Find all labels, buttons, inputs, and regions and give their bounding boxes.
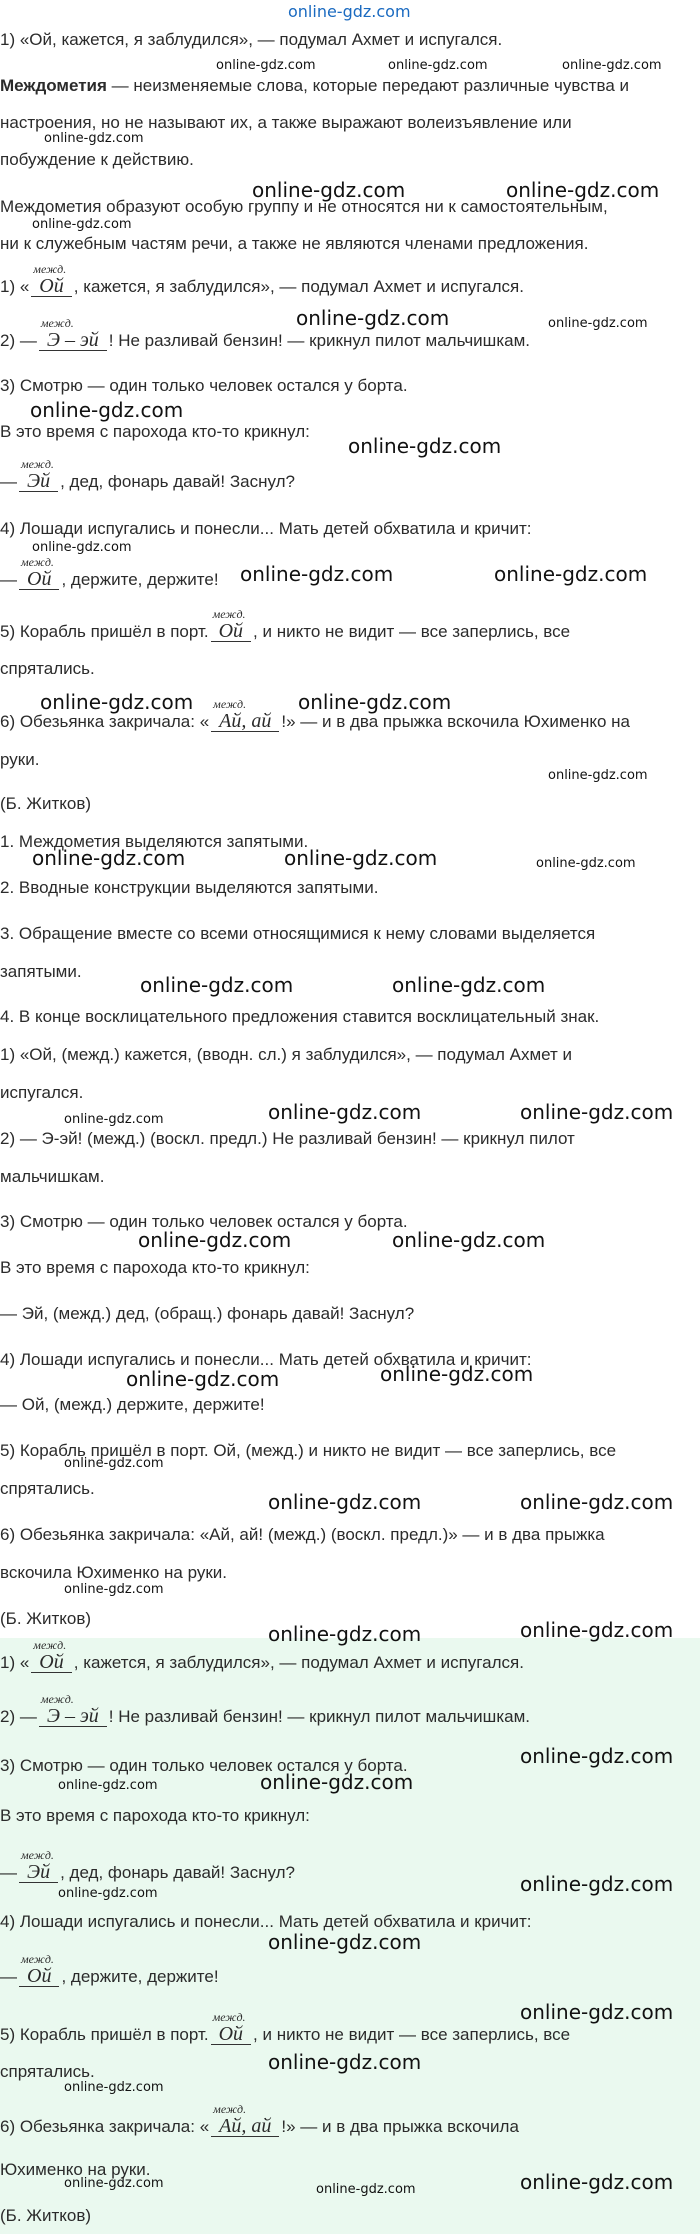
mezhd-label: межд. <box>21 555 54 569</box>
sentence-fragment: , дед, фонарь давай! Заснул? <box>60 1863 295 1882</box>
analysis-line: 6) Обезьянка закричала: «Ай, ай! (межд.) (воскл. предл.)» — и в два прыжка <box>0 1525 605 1544</box>
interjection-mark <box>211 697 279 732</box>
watermark: online-gdz.com <box>58 1886 158 1901</box>
watermark: online-gdz.com <box>520 1872 674 1896</box>
definition-line: настроения, но не называют их, а также выражают волеизъявление или <box>0 113 572 132</box>
sentence-fragment: !» — и в два прыжка вскочила Юхименко на <box>281 712 630 731</box>
green-sentence-3b: В это время с парохода кто-то крикнул: <box>0 1806 310 1825</box>
analysis-line: В это время с парохода кто-то крикнул: <box>0 1258 310 1277</box>
watermark: online-gdz.com <box>392 1228 546 1252</box>
rule-4: 4. В конце восклицательного предложения ставится восклицательный знак. <box>0 1007 600 1026</box>
interjection-mark <box>31 262 71 297</box>
watermark: online-gdz.com <box>380 1362 534 1386</box>
sentence-fragment: 1) « <box>0 277 30 296</box>
watermark: online-gdz.com <box>268 1100 422 1124</box>
analysis-line: 3) Смотрю — один только человек остался у борта. <box>0 1212 408 1231</box>
green-sentence-1 <box>0 1638 524 1673</box>
watermark: online-gdz.com <box>30 398 184 422</box>
watermark: online-gdz.com <box>348 434 502 458</box>
analysis-author: (Б. Житков) <box>0 1609 92 1628</box>
watermark: online-gdz.com <box>64 1582 164 1597</box>
watermark: online-gdz.com <box>548 768 648 783</box>
analysis-line: — Эй, (межд.) дед, (обращ.) фонарь давай! Заснул? <box>0 1304 415 1323</box>
sentence-fragment: , и никто не видит — все заперлись, все <box>253 2025 571 2044</box>
sentence-fragment: ! Не разливай бензин! — крикнул пилот мальчишкам. <box>108 331 530 350</box>
sentence-fragment: — <box>0 1967 17 1986</box>
watermark: online-gdz.com <box>548 316 648 331</box>
interjection-word: Эй <box>27 1861 51 1883</box>
watermark: online-gdz.com <box>506 178 660 202</box>
watermark: online-gdz.com <box>388 58 488 73</box>
sentence-fragment: , кажется, я заблудился», — подумал Ахмет и испугался. <box>73 277 524 296</box>
rule-3-cont: запятыми. <box>0 962 82 981</box>
sentence-fragment: 5) Корабль пришёл в порт. <box>0 622 209 641</box>
interjection-mark <box>19 1952 59 1987</box>
sentence-fragment: 6) Обезьянка закричала: « <box>0 2117 210 2136</box>
watermark: online-gdz.com <box>260 1770 414 1794</box>
watermark: online-gdz.com <box>494 562 648 586</box>
watermark: online-gdz.com <box>520 1100 674 1124</box>
sentence-fragment: — <box>0 570 17 589</box>
watermark: online-gdz.com <box>44 131 144 146</box>
watermark: online-gdz.com <box>296 306 450 330</box>
site-logo: online-gdz.com <box>288 2 411 21</box>
watermark: online-gdz.com <box>520 2170 674 2194</box>
marked-sentence-3: 3) Смотрю — один только человек остался у борта. <box>0 376 408 395</box>
watermark: online-gdz.com <box>40 690 194 714</box>
marked-sentence-4b <box>0 555 219 590</box>
green-sentence-6 <box>0 2102 519 2137</box>
watermark: online-gdz.com <box>392 973 546 997</box>
watermark: online-gdz.com <box>64 2176 164 2191</box>
watermark: online-gdz.com <box>58 1778 158 1793</box>
interjection-word: Э – эй <box>46 1705 99 1727</box>
watermark: online-gdz.com <box>32 217 132 232</box>
watermark: online-gdz.com <box>126 1367 280 1391</box>
sentence-fragment: 2) — <box>0 1707 37 1726</box>
watermark: online-gdz.com <box>252 178 406 202</box>
marked-sentence-4: 4) Лошади испугались и понесли... Мать детей обхватила и кричит: <box>0 519 532 538</box>
interjection-mark <box>39 1692 107 1727</box>
analysis-line: испугался. <box>0 1083 84 1102</box>
interjection-word: Ой <box>218 620 244 642</box>
green-sentence-4: 4) Лошади испугались и понесли... Мать детей обхватила и кричит: <box>0 1912 532 1931</box>
interjection-word: Ай, ай <box>219 2115 272 2137</box>
sentence-fragment: , и никто не видит — все заперлись, все <box>253 622 571 641</box>
sentence-fragment: — <box>0 1863 17 1882</box>
mezhd-label: межд. <box>40 316 74 330</box>
definition-text: — неизменяемые слова, которые передают различные чувства и <box>106 76 630 95</box>
mezhd-label: межд. <box>33 262 67 276</box>
sentence-fragment: 6) Обезьянка закричала: « <box>0 712 210 731</box>
watermark: online-gdz.com <box>536 856 636 871</box>
green-sentence-5 <box>0 2010 571 2045</box>
watermark: online-gdz.com <box>64 1112 164 1127</box>
interjection-mark <box>19 555 59 590</box>
mezhd-label: межд. <box>213 2102 247 2116</box>
sentence-fragment: , держите, держите! <box>61 1967 219 1986</box>
watermark: online-gdz.com <box>64 2080 164 2095</box>
watermark: online-gdz.com <box>268 1930 422 1954</box>
marked-sentence-5b: спрятались. <box>0 659 95 678</box>
watermark: online-gdz.com <box>520 2000 674 2024</box>
analysis-line: 1) «Ой, (межд.) кажется, (вводн. сл.) я заблудился», — подумал Ахмет и <box>0 1045 573 1064</box>
term-interjections: Междометия <box>0 76 107 95</box>
watermark: online-gdz.com <box>268 1490 422 1514</box>
description-line: ни к служебным частям речи, а также не являются членами предложения. <box>0 234 589 253</box>
interjection-word: Эй <box>27 470 51 492</box>
watermark: online-gdz.com <box>240 562 394 586</box>
sentence-fragment: , держите, держите! <box>61 570 219 589</box>
mezhd-label: межд. <box>21 457 54 471</box>
author: (Б. Житков) <box>0 794 92 813</box>
interjection-mark <box>211 607 251 642</box>
interjection-word: Ой <box>218 2023 244 2045</box>
green-sentence-2 <box>0 1692 530 1727</box>
rule-3: 3. Обращение вместе со всеми относящимися к нему словами выделяется <box>0 924 596 943</box>
green-sentence-3c <box>0 1848 295 1883</box>
analysis-line: вскочила Юхименко на руки. <box>0 1563 227 1582</box>
watermark: online-gdz.com <box>216 58 316 73</box>
watermark: online-gdz.com <box>138 1228 292 1252</box>
watermark: online-gdz.com <box>520 1618 674 1642</box>
mezhd-label: межд. <box>212 607 246 621</box>
analysis-line: 4) Лошади испугались и понесли... Мать детей обхватила и кричит: <box>0 1350 532 1369</box>
mezhd-label: межд. <box>213 697 247 711</box>
sentence-fragment: ! Не разливай бензин! — крикнул пилот мальчишкам. <box>108 1707 530 1726</box>
marked-sentence-1 <box>0 262 524 297</box>
marked-sentence-6b: руки. <box>0 750 40 769</box>
watermark: online-gdz.com <box>268 1622 422 1646</box>
watermark: online-gdz.com <box>32 540 132 555</box>
rule-2: 2. Вводные конструкции выделяются запятыми. <box>0 878 379 897</box>
sentence-fragment: 2) — <box>0 331 37 350</box>
mezhd-label: межд. <box>40 1692 74 1706</box>
interjection-word: Ой <box>39 1651 64 1673</box>
sentence-fragment: 1) « <box>0 1653 30 1672</box>
watermark: online-gdz.com <box>520 1744 674 1768</box>
watermark: online-gdz.com <box>268 2050 422 2074</box>
interjection-mark <box>19 1848 58 1883</box>
watermark: online-gdz.com <box>520 1490 674 1514</box>
interjection-mark <box>211 2102 279 2137</box>
description-line: Междометия образуют особую группу и не относятся ни к самостоятельным, <box>0 197 608 216</box>
green-sentence-3: 3) Смотрю — один только человек остался у борта. <box>0 1756 408 1775</box>
intro-example-line: 1) «Ой, кажется, я заблудился», — подумал Ахмет и испугался. <box>0 30 503 49</box>
analysis-line: — Ой, (межд.) держите, держите! <box>0 1395 265 1414</box>
sentence-fragment: , дед, фонарь давай! Заснул? <box>60 472 295 491</box>
interjection-word: Э – эй <box>46 329 99 351</box>
interjection-word: Ой <box>39 275 64 297</box>
definition-line <box>0 76 629 96</box>
interjection-mark <box>39 316 107 351</box>
mezhd-label: межд. <box>21 1848 54 1862</box>
green-sentence-4b <box>0 1952 219 1987</box>
watermark: online-gdz.com <box>316 2182 416 2197</box>
sentence-fragment: !» — и в два прыжка вскочила <box>281 2117 519 2136</box>
watermark: online-gdz.com <box>298 690 452 714</box>
sentence-fragment: , кажется, я заблудился», — подумал Ахмет и испугался. <box>73 1653 524 1672</box>
green-sentence-6b: Юхименко на руки. <box>0 2160 151 2179</box>
watermark: online-gdz.com <box>32 846 186 870</box>
interjection-word: Ой <box>27 568 52 590</box>
watermark: online-gdz.com <box>140 973 294 997</box>
sentence-fragment: 5) Корабль пришёл в порт. <box>0 2025 209 2044</box>
sentence-fragment: — <box>0 472 17 491</box>
mezhd-label: межд. <box>212 2010 246 2024</box>
mezhd-label: межд. <box>33 1638 67 1652</box>
watermark: online-gdz.com <box>64 1456 164 1471</box>
marked-sentence-3b: В это время с парохода кто-то крикнул: <box>0 422 310 441</box>
definition-line: побуждение к действию. <box>0 150 194 169</box>
watermark: online-gdz.com <box>562 58 662 73</box>
watermark: online-gdz.com <box>284 846 438 870</box>
green-sentence-5b: спрятались. <box>0 2062 95 2081</box>
interjection-word: Ай, ай <box>219 710 272 732</box>
marked-sentence-5 <box>0 607 571 642</box>
analysis-line: 2) — Э-эй! (межд.) (воскл. предл.) Не разливай бензин! — крикнул пилот <box>0 1129 575 1148</box>
analysis-line: 5) Корабль пришёл в порт. Ой, (межд.) и никто не видит — все заперлись, все <box>0 1441 617 1460</box>
interjection-mark <box>31 1638 71 1673</box>
analysis-line: мальчишкам. <box>0 1167 105 1186</box>
interjection-mark <box>19 457 58 492</box>
marked-sentence-3c <box>0 457 295 492</box>
interjection-word: Ой <box>27 1965 52 1987</box>
mezhd-label: межд. <box>21 1952 54 1966</box>
interjection-mark <box>211 2010 251 2045</box>
green-author: (Б. Житков) <box>0 2206 92 2225</box>
rule-1: 1. Междометия выделяются запятыми. <box>0 832 309 851</box>
analysis-line: спрятались. <box>0 1479 95 1498</box>
